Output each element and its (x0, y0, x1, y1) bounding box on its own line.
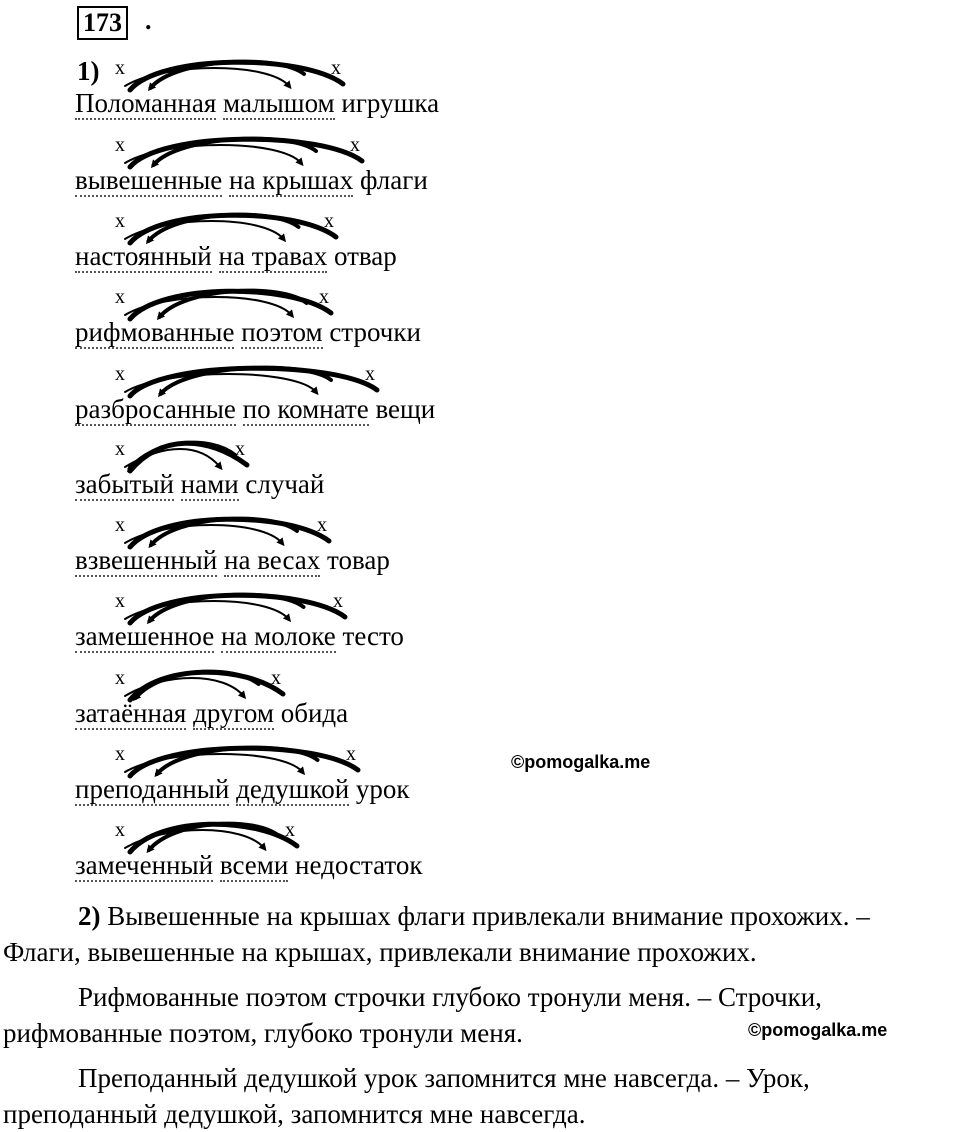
phrase-word: на весах (224, 545, 321, 575)
phrase-word: недостаток (295, 850, 423, 880)
phrase-word: вывешенные (75, 165, 223, 195)
x-marker: x (319, 286, 329, 308)
paragraph-1-text: Вывешенные на крышах флаги привлекали внимание прохожих. – Флаги, вывешенные на крышах, привлекали внимание прохожих. (3, 901, 870, 967)
main-arc (130, 139, 362, 167)
phrase-word: игрушка (341, 88, 440, 118)
main-arc (130, 824, 297, 852)
main-arc (130, 748, 358, 776)
exercise-number-dot: . (145, 6, 152, 35)
dependent-arrow (154, 139, 317, 165)
x-marker: x (115, 590, 125, 612)
phrase-word: всеми (219, 850, 289, 880)
main-arc (130, 368, 377, 396)
x-marker: x (115, 667, 125, 689)
phrase-word: рифмованные (75, 317, 235, 347)
phrase-row (75, 165, 428, 195)
paragraph-1 (3, 898, 953, 970)
x-marker: x (324, 210, 334, 232)
x-marker: x (331, 57, 341, 79)
phrase-word: на молоке (220, 621, 336, 651)
phrase-word: флаги (359, 165, 428, 195)
x-marker: x (285, 819, 295, 841)
x-marker: x (115, 57, 125, 79)
paragraph-3-text: Преподанный дедушкой урок запомнится мне навсегда. – Урок, преподанный дедушкой, запомнится мне навсегда. (3, 1063, 810, 1129)
phrase-word: обида (280, 698, 349, 728)
inner-arc (125, 601, 289, 619)
phrase-row (75, 88, 439, 118)
exercise-number: 173 (77, 6, 128, 40)
x-marker: x (317, 514, 327, 536)
phrase-word: тесто (342, 621, 404, 651)
dependent-arrow (151, 519, 297, 545)
watermark: ©pomogalka.me (511, 752, 651, 772)
paragraph-3 (3, 1060, 953, 1132)
x-marker: x (333, 590, 343, 612)
x-marker: x (115, 134, 125, 156)
x-marker: x (346, 743, 356, 765)
dependent-arrow (136, 672, 259, 698)
part1-label: 1) (77, 56, 100, 86)
inner-arc (125, 221, 284, 239)
inner-arc (125, 830, 264, 848)
phrase-word: отвар (333, 241, 397, 271)
dependent-arrow (149, 215, 299, 241)
phrase-row (75, 698, 348, 728)
x-marker: x (350, 134, 360, 156)
phrase-word: преподанный (75, 774, 230, 804)
part2-label: 2) (78, 901, 101, 931)
phrase-word: товар (327, 545, 390, 575)
phrase-word: нами (180, 469, 239, 499)
x-marker: x (235, 438, 245, 460)
phrase-word: другом (193, 698, 274, 728)
inner-arc (125, 68, 289, 86)
watermark: ©pomogalka.me (748, 1020, 888, 1040)
x-marker: x (115, 363, 125, 385)
phrase-word: поэтом (241, 317, 323, 347)
x-marker: x (115, 743, 125, 765)
x-marker: x (115, 210, 125, 232)
x-marker: x (365, 363, 375, 385)
phrase-row (75, 545, 390, 575)
phrase-word: строчки (329, 317, 421, 347)
phrase-word: урок (355, 774, 410, 804)
phrase-row (75, 317, 421, 347)
phrase-word: вещи (375, 394, 436, 424)
phrase-word: случай (245, 469, 325, 499)
dependent-arrow (151, 62, 305, 88)
x-marker: x (115, 286, 125, 308)
phrase-row (75, 241, 397, 271)
phrase-word: взвешенный (75, 545, 218, 575)
phrase-word: дедушкой (236, 774, 350, 804)
phrase-word: по комнате (242, 394, 369, 424)
phrase-word: Поломанная (75, 88, 217, 118)
phrase-row (75, 394, 435, 424)
phrase-word: затаённая (75, 698, 187, 728)
phrase-word: настоянный (75, 241, 212, 271)
phrase-word: разбросанные (75, 394, 236, 424)
phrase-word: замеченный (75, 850, 214, 880)
x-marker: x (115, 438, 125, 460)
phrase-word: на крышах (229, 165, 354, 195)
phrase-word: на травах (218, 241, 328, 271)
phrase-row (75, 469, 324, 499)
phrase-word: замешенное (75, 621, 215, 651)
x-marker: x (115, 819, 125, 841)
phrase-row (75, 774, 410, 804)
inner-arc (125, 525, 282, 543)
phrase-word: забытый (75, 469, 174, 499)
x-marker: x (115, 514, 125, 536)
phrase-row (75, 621, 404, 651)
phrase-row (75, 850, 423, 880)
main-arc (130, 519, 329, 547)
phrase-word: малышом (223, 88, 335, 118)
dependent-arrow (150, 595, 304, 621)
main-arc (130, 62, 343, 90)
main-arc (130, 443, 247, 471)
x-marker: x (271, 667, 281, 689)
paragraph-2-text: Рифмованные поэтом строчки глубоко тронули меня. – Строчки, рифмованные поэтом, глубоко тронули меня. (3, 982, 822, 1048)
